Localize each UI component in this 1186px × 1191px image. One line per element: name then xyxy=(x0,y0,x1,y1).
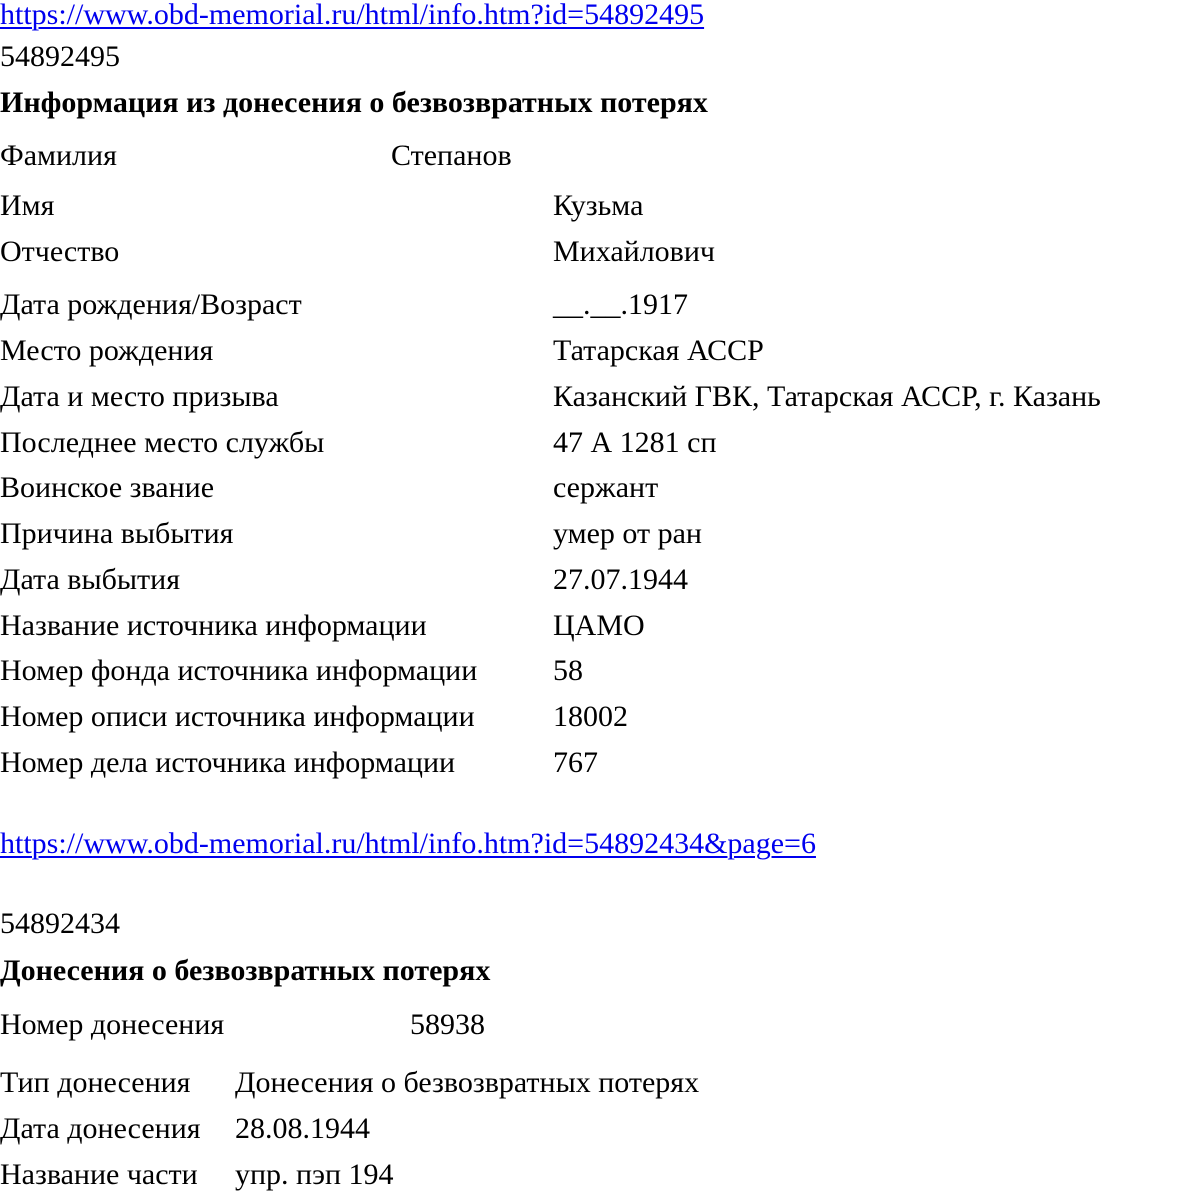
report-label-number: Номер донесения xyxy=(0,1008,225,1041)
report-value-unit: упр. пэп 194 xyxy=(235,1158,394,1191)
field-label-surname: Фамилия xyxy=(0,139,117,172)
field-label-name: Имя xyxy=(0,189,55,222)
report-label-unit: Название части xyxy=(0,1158,198,1191)
report-value-number: 58938 xyxy=(410,1008,485,1041)
field-label-source-name: Название источника информации xyxy=(0,609,427,642)
field-value-source-name: ЦАМО xyxy=(553,609,645,642)
field-label-patronymic: Отчество xyxy=(0,235,120,268)
record-id: 54892495 xyxy=(0,40,120,73)
field-value-surname: Степанов xyxy=(391,139,512,172)
field-value-conscription: Казанский ГВК, Татарская АССР, г. Казань xyxy=(553,380,1101,413)
field-label-birthplace: Место рождения xyxy=(0,334,214,367)
field-value-reason: умер от ран xyxy=(553,517,702,550)
report-label-type: Тип донесения xyxy=(0,1066,191,1099)
field-label-conscription: Дата и место призыва xyxy=(0,380,279,413)
report-url-link[interactable]: https://www.obd-memorial.ru/html/info.htm?id=54892434&page=6 xyxy=(0,827,816,860)
field-value-file-number: 767 xyxy=(553,746,598,779)
report-value-date: 28.08.1944 xyxy=(235,1112,370,1145)
field-label-rank: Воинское звание xyxy=(0,471,215,504)
field-label-last-service: Последнее место службы xyxy=(0,426,325,459)
field-label-leave-date: Дата выбытия xyxy=(0,563,180,596)
field-value-fund-number: 58 xyxy=(553,654,583,687)
field-value-patronymic: Михайлович xyxy=(553,235,715,268)
field-value-last-service: 47 А 1281 сп xyxy=(553,426,717,459)
report-label-date: Дата донесения xyxy=(0,1112,201,1145)
report-heading: Донесения о безвозвратных потерях xyxy=(0,954,491,987)
field-value-birthplace: Татарская АССР xyxy=(553,334,764,367)
report-value-type: Донесения о безвозвратных потерях xyxy=(235,1066,700,1099)
field-label-birthdate: Дата рождения/Возраст xyxy=(0,288,302,321)
field-value-inventory-number: 18002 xyxy=(553,700,628,733)
field-label-fund-number: Номер фонда источника информации xyxy=(0,654,478,687)
field-value-leave-date: 27.07.1944 xyxy=(553,563,688,596)
record-heading: Информация из донесения о безвозвратных потерях xyxy=(0,86,708,119)
record-url-link[interactable]: https://www.obd-memorial.ru/html/info.htm?id=54892495 xyxy=(0,0,705,31)
field-label-inventory-number: Номер описи источника информации xyxy=(0,700,475,733)
field-label-file-number: Номер дела источника информации xyxy=(0,746,456,779)
field-label-reason: Причина выбытия xyxy=(0,517,234,550)
field-value-name: Кузьма xyxy=(553,189,644,222)
report-id: 54892434 xyxy=(0,907,120,940)
field-value-rank: сержант xyxy=(553,471,659,504)
field-value-birthdate: __.__.1917 xyxy=(553,288,688,321)
